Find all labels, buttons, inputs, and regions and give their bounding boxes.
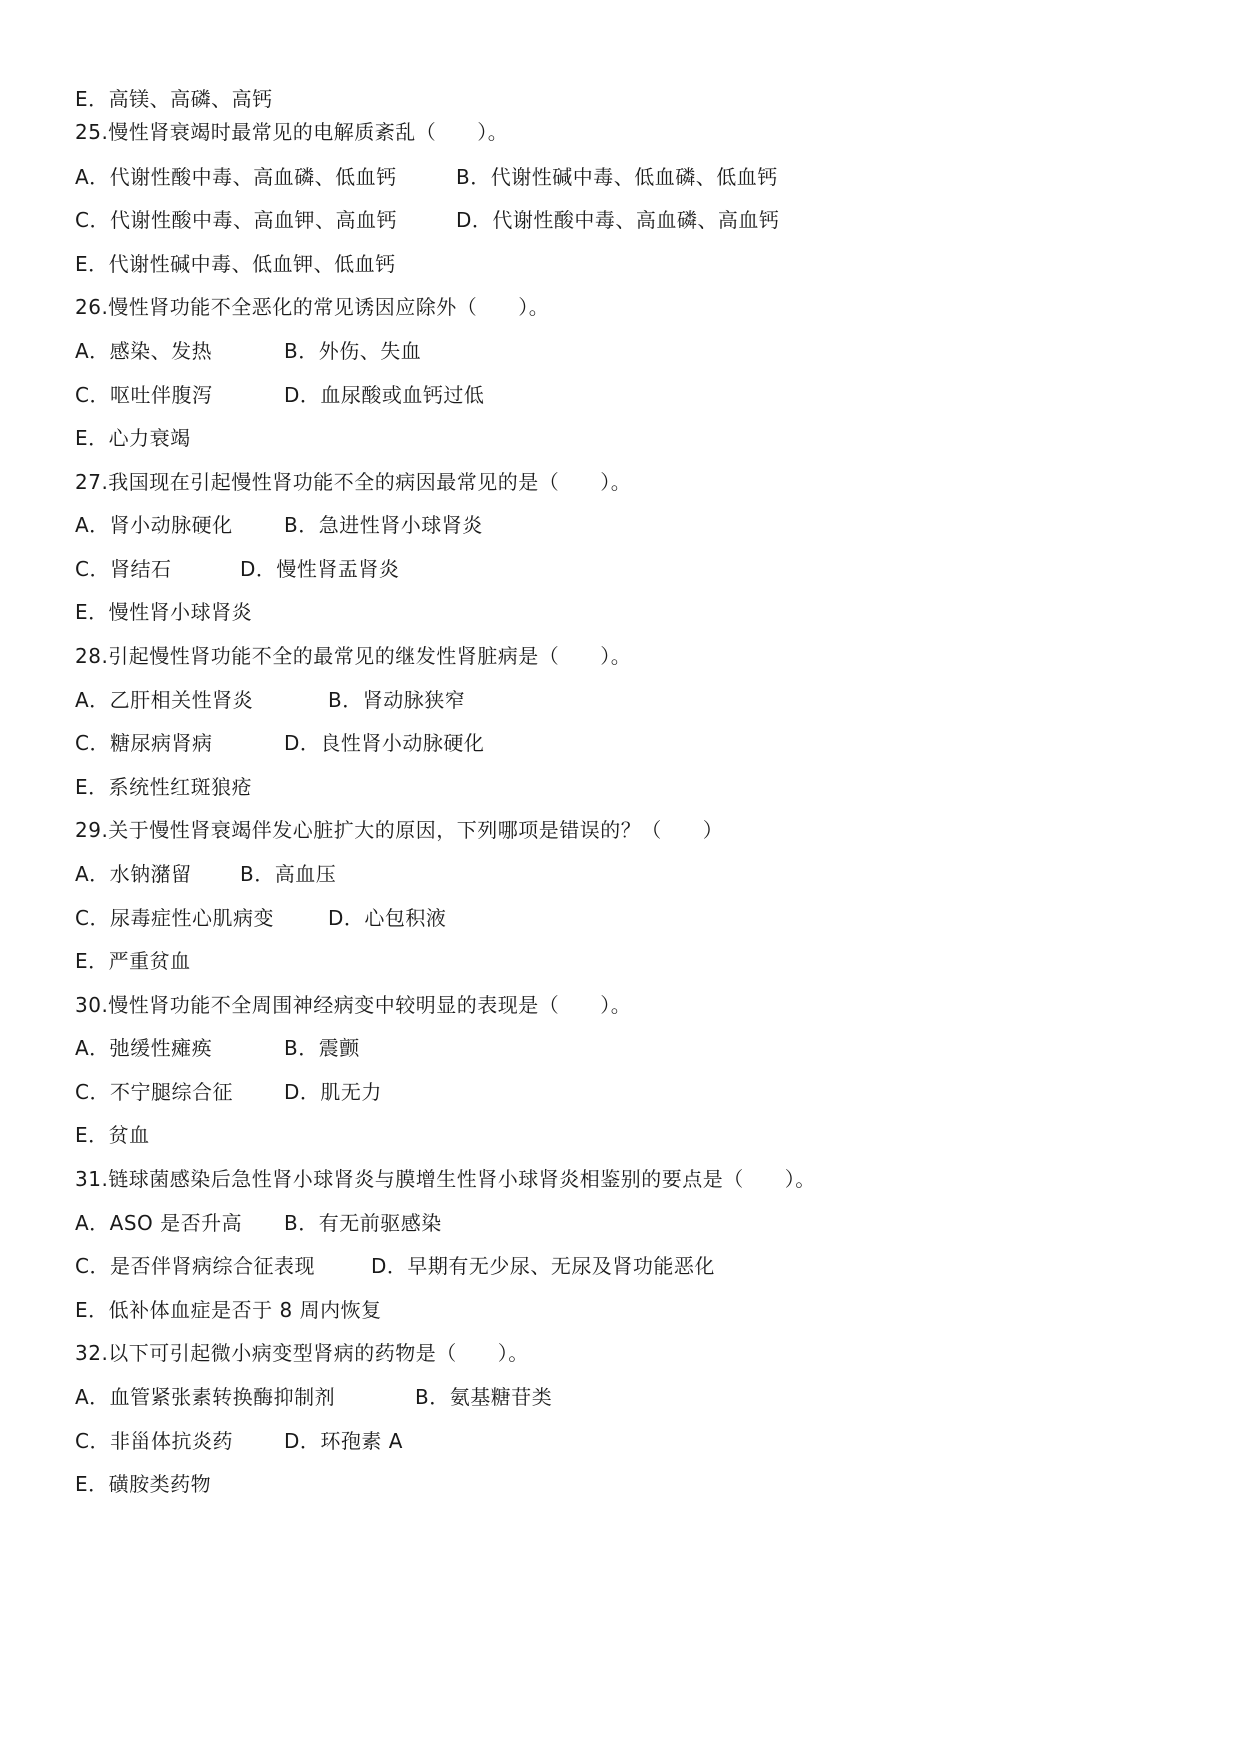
q30-option-b: B．震颤 (284, 1036, 360, 1060)
q31-stem: 31.链球菌感染后急性肾小球肾炎与膜增生性肾小球肾炎相鉴别的要点是（ ）。 (75, 1167, 816, 1191)
q30-option-c: C．不宁腿综合征 (75, 1080, 233, 1104)
q26-option-a: A．感染、发热 (75, 339, 213, 363)
q27-option-c: C．肾结石 (75, 557, 172, 581)
q31-row-cd (75, 1254, 1175, 1278)
q28-row-ab (75, 688, 1175, 712)
q30-row-ab (75, 1036, 1175, 1060)
q29-option-c: C．尿毒症性心肌病变 (75, 906, 274, 930)
q29-option-a: A．水钠潴留 (75, 862, 192, 886)
q30-stem: 30.慢性肾功能不全周围神经病变中较明显的表现是（ ）。 (75, 993, 632, 1017)
q26-row-cd (75, 383, 1175, 407)
q27-option-b: B．急进性肾小球肾炎 (284, 513, 483, 537)
q25-option-d: D．代谢性酸中毒、高血磷、高血钙 (456, 208, 780, 232)
q25-row-ab (75, 165, 1175, 189)
q26-option-d: D．血尿酸或血钙过低 (284, 383, 485, 407)
q31-option-e: E．低补体血症是否于 8 周内恢复 (75, 1298, 382, 1322)
q32-option-b: B．氨基糖苷类 (415, 1385, 553, 1409)
q25-stem: 25.慢性肾衰竭时最常见的电解质紊乱（ ）。 (75, 120, 509, 144)
q25-option-b: B．代谢性碱中毒、低血磷、低血钙 (456, 165, 778, 189)
q27-row-ab (75, 513, 1175, 537)
q27-row-cd (75, 557, 1175, 581)
q29-option-d: D．心包积液 (328, 906, 447, 930)
q25-option-a: A．代谢性酸中毒、高血磷、低血钙 (75, 165, 397, 189)
q32-option-a: A．血管紧张素转换酶抑制剂 (75, 1385, 336, 1409)
q26-stem: 26.慢性肾功能不全恶化的常见诱因应除外（ ）。 (75, 295, 550, 319)
q29-option-b: B．高血压 (240, 862, 337, 886)
q25-option-c: C．代谢性酸中毒、高血钾、高血钙 (75, 208, 397, 232)
q28-option-e: E．系统性红斑狼疮 (75, 775, 253, 799)
q28-option-b: B．肾动脉狭窄 (328, 688, 466, 712)
q26-option-e: E．心力衰竭 (75, 426, 191, 450)
q30-option-d: D．肌无力 (284, 1080, 382, 1104)
q32-option-c: C．非甾体抗炎药 (75, 1429, 233, 1453)
q29-option-e: E．严重贫血 (75, 949, 191, 973)
q27-option-e: E．慢性肾小球肾炎 (75, 600, 253, 624)
q26-option-b: B．外伤、失血 (284, 339, 422, 363)
q30-option-a: A．弛缓性瘫痪 (75, 1036, 213, 1060)
q30-option-e: E．贫血 (75, 1123, 150, 1147)
q29-stem: 29.关于慢性肾衰竭伴发心脏扩大的原因，下列哪项是错误的？（ ） (75, 818, 724, 842)
q31-option-a: A．ASO 是否升高 (75, 1211, 243, 1235)
q27-option-a: A．肾小动脉硬化 (75, 513, 233, 537)
q26-row-ab (75, 339, 1175, 363)
q25-row-cd (75, 208, 1175, 232)
q28-stem: 28.引起慢性肾功能不全的最常见的继发性肾脏病是（ ）。 (75, 644, 632, 668)
q29-row-cd (75, 906, 1175, 930)
q31-option-c: C．是否伴肾病综合征表现 (75, 1254, 315, 1278)
q32-stem: 32.以下可引起微小病变型肾病的药物是（ ）。 (75, 1341, 529, 1365)
q29-row-ab (75, 862, 1175, 886)
q28-option-c: C．糖尿病肾病 (75, 731, 213, 755)
q32-row-ab (75, 1385, 1175, 1409)
q31-option-d: D．早期有无少尿、无尿及肾功能恶化 (371, 1254, 715, 1278)
q31-option-b: B．有无前驱感染 (284, 1211, 442, 1235)
q26-option-c: C．呕吐伴腹泻 (75, 383, 213, 407)
q30-row-cd (75, 1080, 1175, 1104)
q24-option-e: E．高镁、高磷、高钙 (75, 87, 273, 111)
q28-option-d: D．良性肾小动脉硬化 (284, 731, 485, 755)
q32-option-e: E．磺胺类药物 (75, 1472, 212, 1496)
q32-option-d: D．环孢素 A (284, 1429, 403, 1453)
q28-row-cd (75, 731, 1175, 755)
q25-option-e: E．代谢性碱中毒、低血钾、低血钙 (75, 252, 396, 276)
q28-option-a: A．乙肝相关性肾炎 (75, 688, 254, 712)
q32-row-cd (75, 1429, 1175, 1453)
q27-stem: 27.我国现在引起慢性肾功能不全的病因最常见的是（ ）。 (75, 470, 632, 494)
q27-option-d: D．慢性肾盂肾炎 (240, 557, 400, 581)
q31-row-ab (75, 1211, 1175, 1235)
